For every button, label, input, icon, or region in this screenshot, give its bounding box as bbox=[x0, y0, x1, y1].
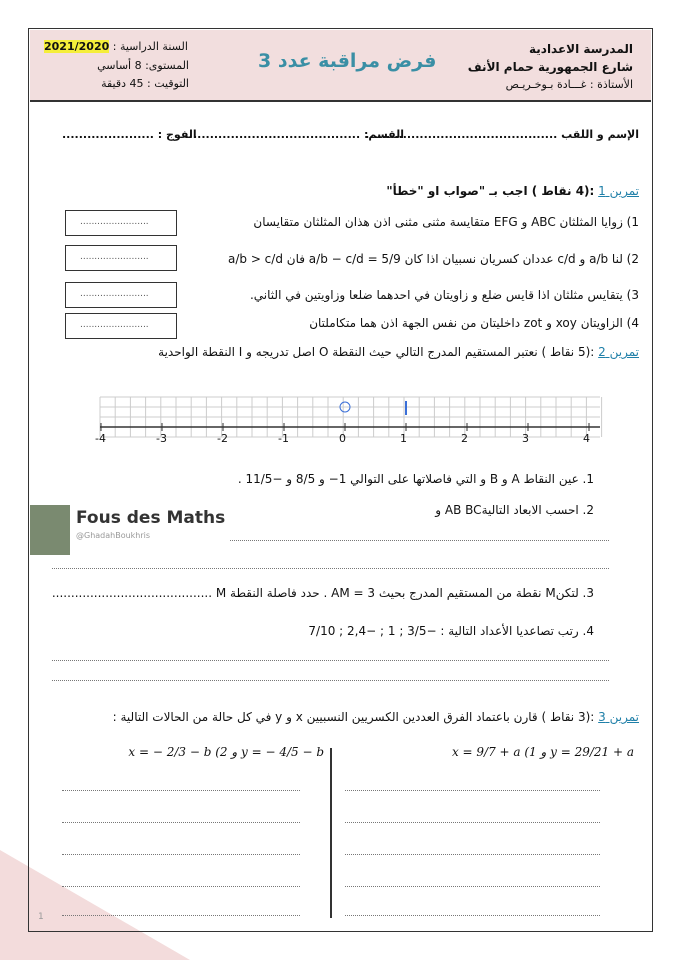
answer-line[interactable] bbox=[62, 790, 300, 791]
ex3-points: :(3 نقاط ) قارن باعتماد الفرق العددين الكسريين النسبيين x و y في كل حالة من الحالات التالية : bbox=[112, 710, 595, 724]
ex2-q4: 4. رتب تصاعديا الأعداد التالية : −3/5 ; 1 ; −2,4 ; 7/10 bbox=[308, 624, 594, 638]
answer-box-3[interactable]: ........................ bbox=[65, 282, 177, 308]
axis-label: -4 bbox=[95, 432, 106, 445]
answer-line[interactable] bbox=[62, 915, 300, 916]
axis-label: 1 bbox=[400, 432, 407, 445]
ex2-q1: 1. عين النقاط A و B و التي فاصلاتها على التوالي 1− و 8/5 و −11/5 . bbox=[237, 472, 594, 486]
ex1-item-2: 2) لنا a/b و c/d عددان كسريان نسبيان اذا كان a/b − c/d = 5/9 فان a/b > c/d bbox=[227, 252, 639, 266]
answer-line[interactable] bbox=[345, 822, 600, 823]
ex1-item-4: 4) الزاويتان xoy و zot داخليتان من نفس الجهة اذن هما متكاملتان bbox=[309, 316, 639, 330]
column-divider bbox=[330, 748, 332, 918]
teacher-name: الأستاذة : غـــادة بـوخـريـص bbox=[505, 78, 633, 91]
section-field[interactable]: القسم: .......................................... bbox=[184, 128, 404, 141]
ex2-q3: 3. لتكنM نقطة من المستقيم المدرج بحيث AM = 3 . حدد فاصلة النقطة M .......................................... bbox=[51, 586, 594, 600]
answer-box-1[interactable]: ........................ bbox=[65, 210, 177, 236]
ex3-case-2: y = − 4/5 − b و x = − 2/3 − b (2 bbox=[128, 745, 324, 759]
group-field[interactable]: الفوج : ...................... bbox=[62, 128, 197, 141]
answer-box-4[interactable]: ........................ bbox=[65, 313, 177, 339]
answer-line[interactable] bbox=[345, 915, 600, 916]
ex2-title: تمرين 2 bbox=[598, 345, 639, 359]
level: المستوى: 8 أساسي bbox=[97, 59, 189, 72]
answer-line[interactable] bbox=[345, 854, 600, 855]
answer-line[interactable] bbox=[62, 886, 300, 887]
ex2-points: :(5 نقاط ) نعتبر المستقيم المدرج التالي حيث النقطة O اصل تدريجه و I النقطة الواحدية bbox=[158, 345, 595, 359]
ex3-case-1: y = 29/21 + a و x = 9/7 + a (1 bbox=[451, 745, 634, 759]
axis-label: -2 bbox=[217, 432, 228, 445]
school-street: شارع الجمهورية حمام الأنف bbox=[467, 60, 633, 74]
duration: التوقيت : 45 دقيقة bbox=[101, 77, 189, 90]
watermark-avatar bbox=[30, 505, 70, 555]
ex3-title: تمرين 3 bbox=[598, 710, 639, 724]
answer-line[interactable] bbox=[345, 790, 600, 791]
ex1-item-1: 1) زوايا المثلثان ABC و EFG متقايسة مثنى مثنى اذن هذان المثلثان متقايسان bbox=[253, 215, 639, 229]
year-label: السنة الدراسية : bbox=[112, 40, 188, 53]
answer-line[interactable] bbox=[62, 822, 300, 823]
ex1-item-3: 3) يتقايس مثلثان اذا قايس ضلع و زاويتان في احدهما ضلعا وزاويتين في الثاني. bbox=[249, 288, 639, 302]
student-name-field[interactable]: الإسم و اللقب .............................................. bbox=[365, 128, 639, 141]
ex1-points: :(4 نقاط ) اجب بـ "صواب او "خطأ" bbox=[386, 184, 595, 198]
exam-title: فرض مراقبة عدد 3 bbox=[258, 50, 437, 72]
answer-line[interactable] bbox=[52, 680, 609, 681]
ex1-title: تمرين 1 bbox=[598, 184, 639, 198]
answer-line[interactable] bbox=[230, 540, 609, 541]
axis-label: -1 bbox=[278, 432, 289, 445]
answer-line[interactable] bbox=[52, 568, 609, 569]
watermark-name: Fous des Maths bbox=[76, 508, 226, 528]
axis-label: 0 bbox=[339, 432, 346, 445]
answer-line[interactable] bbox=[345, 886, 600, 887]
axis-label: 2 bbox=[461, 432, 468, 445]
axis-label: 3 bbox=[522, 432, 529, 445]
axis-label: 4 bbox=[583, 432, 590, 445]
axis-label: -3 bbox=[156, 432, 167, 445]
page-number: 1 bbox=[38, 912, 44, 922]
school-name: المدرسة الاعدادية bbox=[529, 42, 633, 56]
school-year: 2021/2020 bbox=[44, 40, 110, 53]
answer-line[interactable] bbox=[52, 660, 609, 661]
answer-line[interactable] bbox=[62, 854, 300, 855]
ex2-q2: 2. احسب الابعاد التاليةAB BC و bbox=[435, 503, 594, 517]
watermark-handle: @GhadahBoukhris bbox=[76, 531, 151, 540]
answer-box-2[interactable]: ........................ bbox=[65, 245, 177, 271]
